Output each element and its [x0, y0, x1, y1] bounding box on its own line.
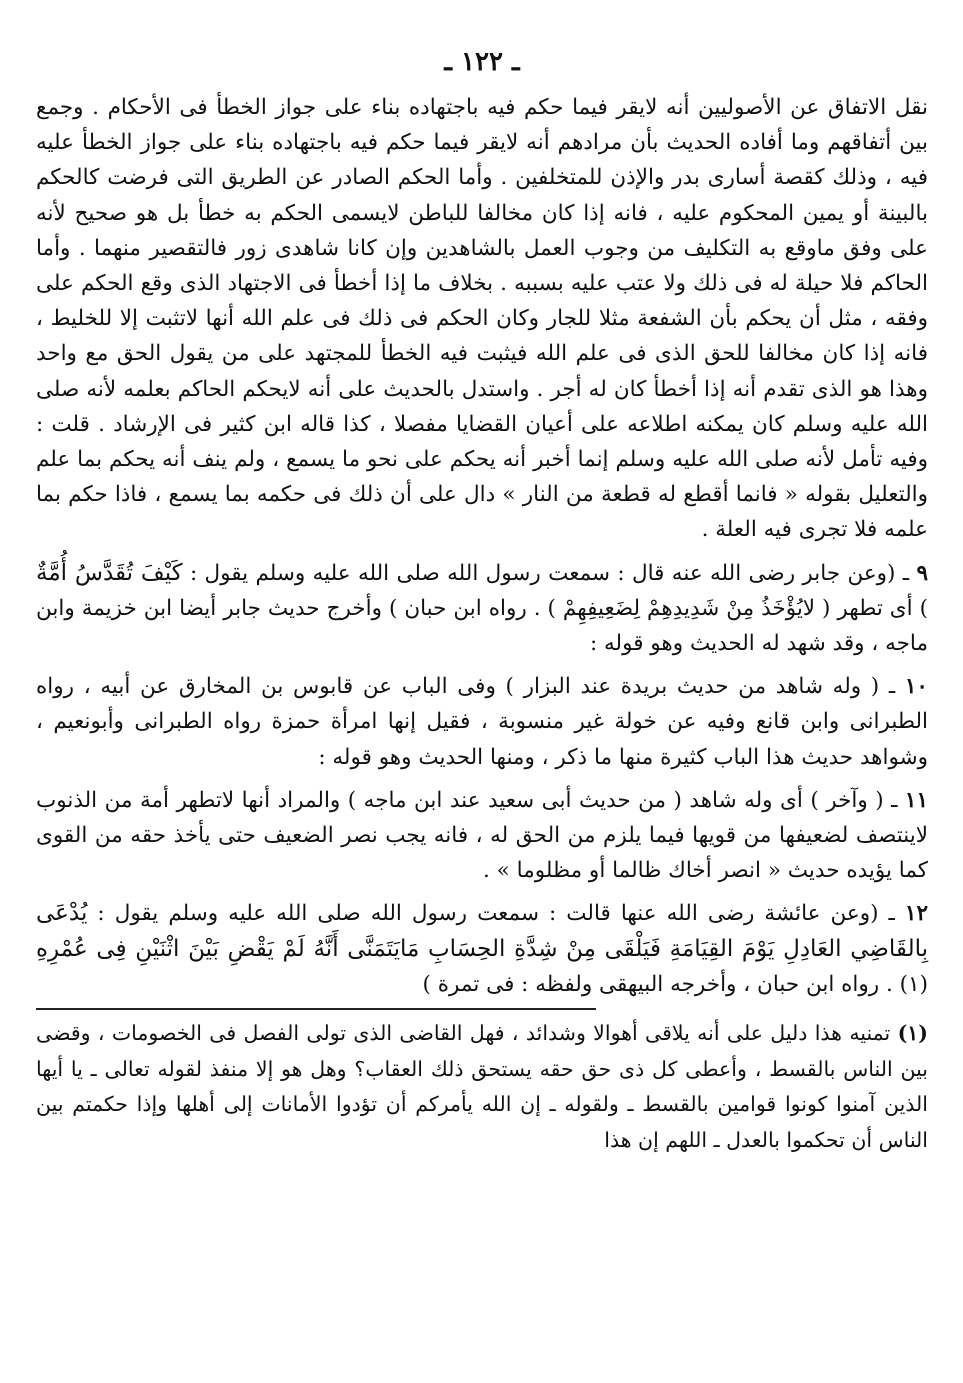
hadith-number: ١٢	[904, 901, 928, 927]
hadith-quote: كَيْفَ تُقَدَّسُ أُمَّةٌ	[36, 559, 183, 586]
hadith-12	[36, 896, 928, 1002]
hadith-intro: ـ ( وآخر ) أى وله شاهد ( من حديث أبى سعيد عند ابن ماجه ) والمراد أنها لاتطهر أمة من الذنوب لاينتصف لضعيفها من قويها فيما يلزم من الحق له ، فانه يجب نصر الضعيف حتى يأخذ حقه من القوى كما يؤيده حديث « انصر أخاك ظالما أو مظلوما » .	[36, 787, 928, 884]
hadith-quote: يُدْعَى بِالقَاضِي العَادِلِ يَوْمَ القِيَامَةِ فَيَلْقَى مِنْ شِدَّةِ الحِسَابِ مَايَتَمَنَّى أَنَّهُ لَمْ يَقْضِ بَيْنَ اثْنَيْنِ فِى عُمْرِهِ	[36, 900, 928, 962]
hadith-10	[36, 669, 928, 775]
footnote-text: تمنيه هذا دليل على أنه يلاقى أهوالا وشدائد ، فهل القاضى الذى تولى الفصل فى الخصومات ، وقضى بين الناس بالقسط ، وأعطى كل ذى حق حقه يستحق ذلك العقاب؟ وهل هو إلا منفذ لقوله تعالى ـ يا أيها الذين آمنوا كونوا قوامين بالقسط ـ ولقوله ـ إن الله يأمركم أن تؤدوا الأمانات إلى أهلها وإذا حكمتم بين الناس أن تحكموا بالعدل ـ اللهم إن هذا	[36, 1021, 928, 1152]
hadith-commentary: ) أى تطهر ( لايُؤْخَذُ مِنْ شَدِيدِهِمْ لِضَعِيفِهِمْ ) . رواه ابن حبان ) وأخرج حديث جابر أيضا ابن خزيمة وابن ماجه ، وقد شهد له الحديث وهو قوله :	[36, 595, 928, 657]
hadith-intro: ـ (وعن عائشة رضى الله عنها قالت : سمعت رسول الله صلى الله عليه وسلم يقول :	[97, 901, 895, 927]
hadith-number: ١٠	[904, 674, 928, 700]
main-text	[36, 90, 928, 1002]
hadith-11	[36, 783, 928, 889]
hadith-intro: ـ (وعن جابر رضى الله عنه قال : سمعت رسول الله صلى الله عليه وسلم يقول :	[189, 560, 910, 586]
footnote-separator	[36, 1008, 596, 1010]
book-page	[36, 40, 928, 1360]
hadith-commentary: (١) . رواه ابن حبان ، وأخرجه البيهقى ولفظه : فى تمرة )	[422, 971, 928, 997]
hadith-number: ١١	[904, 787, 928, 813]
hadith-number: ٩	[916, 560, 929, 586]
hadith-intro: ـ ( وله شاهد من حديث بريدة عند البزار ) وفى الباب عن قابوس بن المخارق عن أبيه ، رواه الطبرانى وابن قانع وفيه عن خولة غير منسوبة ، فقيل إنها امرأة حمزة رواه الطبرانى وأبونعيم ، وشواهد حديث هذا الباب كثيرة منها ما ذكر ، ومنها الحديث وهو قوله :	[36, 674, 928, 770]
page-number: ـ ١٢٢ ـ	[444, 47, 520, 77]
footnote	[36, 1016, 928, 1158]
hadith-9	[36, 556, 928, 662]
commentary-paragraph: نقل الاتفاق عن الأصوليين أنه لايقر فيما حكم فيه باجتهاده بناء على جواز الخطأ فى الأحكام . وجمع بين أتفاقهم وما أفاده الحديث بأن مرادهم أنه لايقر فيما حكم فيه باجتهاده بناء على جواز الخطأ عليه فيه ، وذلك كقصة أسارى بدر والإذن للمتخلفين . وأما الحكم الصادر عن الطريق التى فرضت كالحكم بالبينة أو يمين المحكوم عليه ، فانه إذا كان مخالفا للباطن لايسمى الحكم به خطأ بل هو صحيح لأنه على وفق ماوقع به التكليف من وجوب العمل بالشاهدين وإن كانا شاهدى زور فالتقصير منهما . وأما الحاكم فلا حيلة له فى ذلك ولا عتب عليه بسببه . بخلاف ما إذا أخطأ فى الاجتهاد الذى وقع الحكم على وفقه ، مثل أن يحكم بأن الشفعة مثلا للجار وكان الحكم فى ذلك فى علم الله أنها لاتثبت إلا للخليط ، فانه إذا كان مخالفا للحق الذى فى علم الله فيثبت فيه الخطأ للمجتهد على من يقول الحق مع واحد وهذا هو الذى تقدم أنه إذا أخطأ كان له أجر . واستدل بالحديث على أنه لايحكم الحاكم بعلمه لأنه صلى الله عليه وسلم كان يمكنه اطلاعه على أعيان القضايا مفصلا ، كذا قاله ابن كثير فى الإرشاد . قلت : وفيه تأمل لأنه صلى الله عليه وسلم إنما أخبر أنه يحكم على نحو ما يسمع ، ولم ينف أنه يحكم بما علم والتعليل بقوله « فانما أقطع له قطعة من النار » دال على أن ذلك فى حكمه بما يسمع ، فاذا حكم بما علمه فلا تجرى فيه العلة .	[36, 95, 928, 543]
footnote-number: (١)	[897, 1021, 928, 1046]
